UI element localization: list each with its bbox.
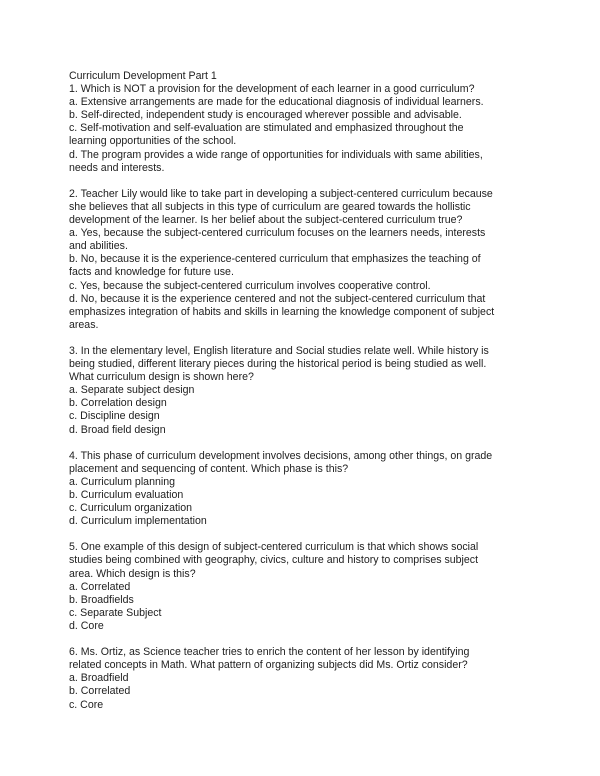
question-4 [69,450,539,529]
answer-option: c. Discipline design [69,410,160,423]
question-line: What curriculum design is shown here? [69,371,254,384]
answer-option-continued: emphasizes integration of habits and skills in learning the knowledge component of subject [69,305,495,318]
question-line: area. Which design is this? [69,567,196,580]
question-2 [69,188,539,332]
answer-option: c. Yes, because the subject-centered curriculum involves cooperative control. [69,279,431,292]
answer-option-continued: areas. [69,318,99,331]
answer-option-continued: and abilities. [69,240,128,253]
question-line: 4. This phase of curriculum development involves decisions, among other things, on grade [69,449,493,462]
question-5 [69,541,539,633]
question-1 [69,83,539,175]
answer-option: a. Broadfield [69,672,129,685]
answer-option: c. Self-motivation and self-evaluation are stimulated and emphasized throughout the [69,122,464,135]
question-line: being studied, different literary pieces during the historical period is being studied as well. [69,358,487,371]
answer-option: a. Extensive arrangements are made for the educational diagnosis of individual learners. [69,96,484,109]
question-line: development of the learner. Is her belief about the subject-centered curriculum true? [69,214,463,227]
answer-option: a. Yes, because the subject-centered curriculum focuses on the learners needs, interests [69,227,486,240]
question-line: 5. One example of this design of subject-centered curriculum is that which shows social [69,541,479,554]
answer-option: a. Separate subject design [69,384,195,397]
question-3 [69,345,539,437]
answer-option: d. Core [69,619,104,632]
answer-option: d. The program provides a wide range of opportunities for individuals with same abilities, [69,148,483,161]
answer-option: c. Separate Subject [69,606,162,619]
answer-option: d. No, because it is the experience centered and not the subject-centered curriculum that [69,292,486,305]
question-line: placement and sequencing of content. Which phase is this? [69,462,349,475]
document-title: Curriculum Development Part 1 [69,70,217,82]
answer-option: d. Broad field design [69,423,166,436]
answer-option: b. No, because it is the experience-centered curriculum that emphasizes the teaching of [69,253,481,266]
question-line: 2. Teacher Lily would like to take part in developing a subject-centered curriculum because [69,187,493,200]
question-line: 3. In the elementary level, English literature and Social studies relate well. While history is [69,344,489,357]
answer-option-continued: learning opportunities of the school. [69,135,237,148]
answer-option: b. Broadfields [69,593,134,606]
answer-option: b. Self-directed, independent study is encouraged wherever possible and advisable. [69,109,462,122]
answer-option: d. Curriculum implementation [69,515,207,528]
question-line: 6. Ms. Ortiz, as Science teacher tries to enrich the content of her lesson by identifying [69,646,470,659]
answer-option: c. Core [69,698,104,711]
answer-option-continued: needs and interests. [69,161,165,174]
answer-option: b. Curriculum evaluation [69,489,184,501]
answer-option: b. Correlated [69,685,131,698]
answer-option: b. Correlation design [69,397,167,410]
question-line: she believes that all subjects in this type of curriculum are geared towards the hollistic [69,200,471,213]
question-6 [69,646,539,711]
document-page [69,70,539,725]
question-line: studies being combined with geography, civics, culture and history to comprises subject [69,554,479,567]
answer-option: a. Curriculum planning [69,475,175,488]
answer-option: a. Correlated [69,580,131,593]
answer-option-continued: facts and knowledge for future use. [69,266,234,279]
question-line: 1. Which is NOT a provision for the development of each learner in a good curriculum? [69,83,475,96]
answer-option: c. Curriculum organization [69,502,193,515]
question-line: related concepts in Math. What pattern of organizing subjects did Ms. Ortiz consider? [69,659,468,672]
